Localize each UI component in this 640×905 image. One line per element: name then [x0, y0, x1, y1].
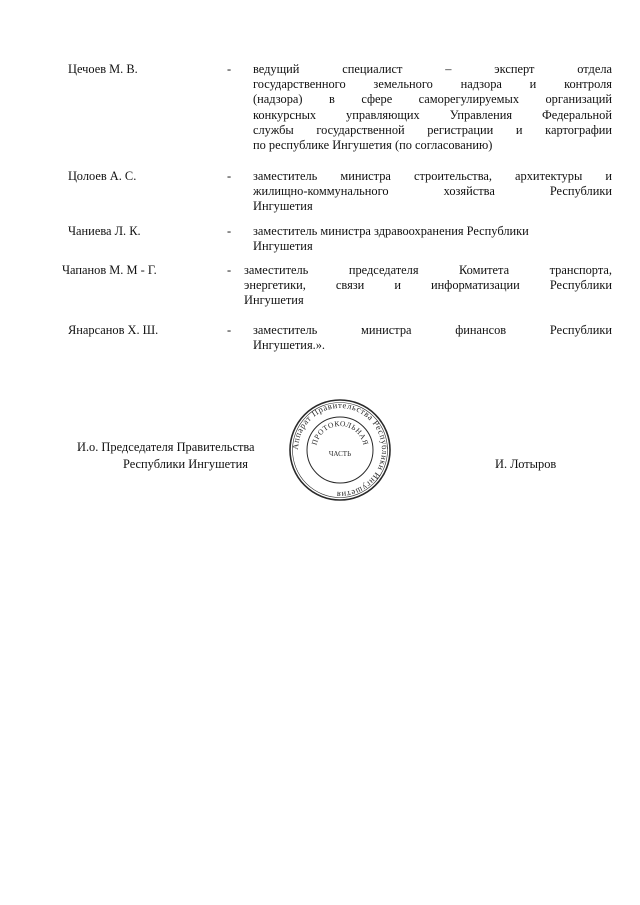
member-name: Чаниева Л. К.: [68, 224, 141, 238]
member-dash: -: [227, 263, 232, 277]
member-position: [253, 224, 612, 254]
signatory-name: И. Лотыров: [495, 457, 557, 471]
position-line: Ингушетия: [253, 199, 313, 214]
position-line: конкурсных управляющих Управления Федеральной: [253, 107, 612, 122]
signatory-title-line1: И.о. Председателя Правительства: [77, 440, 255, 454]
position-line: государственного земельного надзора и контроля: [253, 77, 612, 92]
position-line: Ингушетия: [244, 293, 304, 308]
member-dash: -: [227, 62, 232, 76]
position-line: ведущий специалист – эксперт отдела: [253, 62, 612, 76]
member-position: [253, 62, 612, 153]
seal-outer-text: Аппарат Правительства Республики Ингушетия: [289, 399, 391, 501]
position-line: Ингушетия.».: [253, 338, 326, 353]
signatory-title-line2: Республики Ингушетия: [123, 457, 248, 471]
member-name: Янарсанов Х. Ш.: [68, 323, 159, 337]
member-dash: -: [227, 169, 232, 183]
member-name: Цечоев М. В.: [68, 62, 138, 76]
member-name: Цолоев А. С.: [68, 169, 137, 183]
position-line: (надзора) в сфере саморегулируемых организаций: [253, 92, 612, 107]
member-position: [253, 323, 612, 353]
position-line: заместитель министра строительства, архитектуры и: [253, 169, 612, 183]
member-name: Чапанов М. М - Г.: [62, 263, 157, 277]
seal-inner-text: ПРОТОКОЛЬНАЯ: [309, 418, 371, 447]
position-line: энергетики, связи и информатизации Республики: [244, 278, 612, 293]
position-line: жилищно-коммунального хозяйства Республики: [253, 184, 612, 199]
seal-center-text: ЧАСТЬ: [328, 450, 352, 458]
member-dash: -: [227, 323, 232, 337]
member-position: [244, 263, 612, 309]
position-line: заместитель министра финансов Республики: [253, 323, 612, 337]
member-position: [253, 169, 612, 215]
position-line: заместитель председателя Комитета транспорта,: [244, 263, 612, 277]
member-dash: -: [227, 224, 232, 238]
official-seal: [288, 398, 392, 502]
position-line: Ингушетия: [253, 239, 313, 254]
position-line: заместитель министра здравоохранения Республики: [253, 224, 529, 238]
position-line: по республике Ингушетия (по согласованию): [253, 138, 493, 153]
position-line: службы государственной регистрации и картографии: [253, 122, 612, 137]
